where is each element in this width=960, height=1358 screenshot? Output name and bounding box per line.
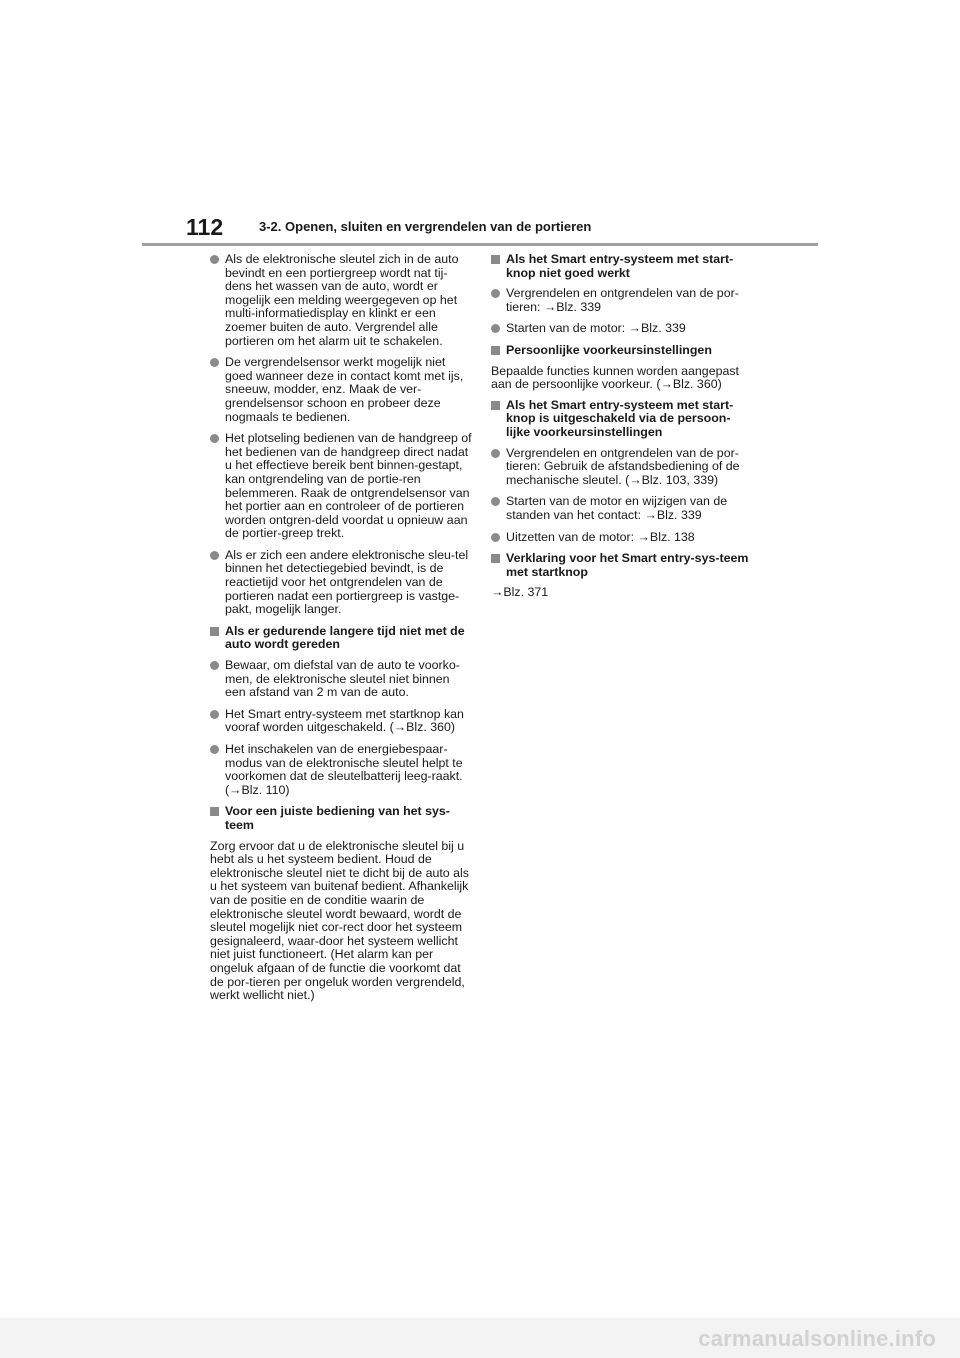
section-heading (491, 344, 751, 358)
bullet-text: Vergrendelen en ontgrendelen van de por-tieren: Gebruik de afstandsbediening of de mechanische sleutel. (→Blz. 103, 339) (506, 445, 740, 487)
bullet-item (491, 322, 751, 336)
section-heading (491, 552, 751, 579)
bullet-dot-icon (210, 745, 219, 754)
header-rule (142, 243, 818, 246)
bullet-text: Starten van de motor: →Blz. 339 (506, 321, 686, 336)
bullet-text: Starten van de motor en wijzigen van de standen van het contact: →Blz. 339 (506, 494, 728, 522)
bullet-item (210, 356, 472, 424)
heading-text: Voor een juiste bediening van het sys-teem (225, 804, 450, 832)
bullet-dot-icon (210, 661, 219, 670)
page-number: 112 (186, 214, 224, 240)
heading-square-icon (491, 401, 500, 410)
right-column (491, 253, 751, 607)
heading-text: Als er gedurende langere tijd niet met de auto wordt gereden (225, 623, 465, 652)
bullet-item (210, 253, 472, 348)
paragraph: Zorg ervoor dat u de elektronische sleutel bij u hebt als u het systeem bedient. Houd de elektronische sleutel niet te dicht bij de auto als u het systeem van buitenaf bedient. Afhankelijk van de positie en de conditie waarin de elektronische sleutel wordt bewaard, wordt de sleutel mogelijk niet cor-rect door het systeem gesignaleerd, waar-door het systeem wellicht niet juist functioneert. (Het alarm kan per ongeluk afgaan of de functie die voorkomt dat de por-tieren per ongeluk worden vergrendeld, werkt wellicht niet.) (210, 838, 469, 1003)
heading-square-icon (210, 807, 219, 816)
bullet-item (210, 549, 472, 617)
bullet-dot-icon (210, 551, 219, 560)
section-heading (491, 253, 751, 280)
heading-text: Als het Smart entry-systeem met start-knop is uitgeschakeld via de persoon-lijke voorkeursinstellingen (506, 397, 734, 439)
footer-watermark (0, 1318, 960, 1358)
bullet-text: Bewaar, om diefstal van de auto te voorko-men, de elektronische sleutel niet binnen een afstand van 2 m van de auto. (225, 658, 460, 700)
bullet-dot-icon (210, 358, 219, 367)
bullet-item (491, 287, 751, 314)
section-heading (210, 805, 472, 832)
bullet-text: De vergrendelsensor werkt mogelijk niet goed wanneer deze in contact komt met ijs, sneeuw, modder, enz. Maak de ver-grendelsensor schoon en probeer deze nogmaals te bedienen. (225, 355, 464, 424)
bullet-dot-icon (210, 434, 219, 443)
paragraph: →Blz. 371 (491, 585, 549, 600)
bullet-item (210, 743, 472, 797)
bullet-text: Het inschakelen van de energiebespaar-modus van de elektronische sleutel helpt te voorkomen dat de sleutelbatterij leeg-raakt. (→Blz. 110) (225, 742, 463, 797)
bullet-dot-icon (491, 449, 500, 458)
bullet-dot-icon (210, 710, 219, 719)
left-column (210, 253, 472, 1010)
bullet-text: Het Smart entry-systeem met startknop kan vooraf worden uitgeschakeld. (→Blz. 360) (225, 706, 464, 735)
bullet-dot-icon (491, 324, 500, 333)
heading-square-icon (491, 255, 500, 264)
bullet-item (210, 432, 472, 541)
bullet-dot-icon (491, 289, 500, 298)
bullet-text: Als de elektronische sleutel zich in de auto bevindt en een portiergreep wordt nat tij-dens het wassen van de auto, wordt er mogelijk een melding weergegeven op het multi-informatiedisplay en klinkt er een zoemer buiten de auto. Vergrendel alle portieren om het alarm uit te schakelen. (225, 252, 459, 348)
bullet-dot-icon (491, 533, 500, 542)
bullet-text: Vergrendelen en ontgrendelen van de por-tieren: →Blz. 339 (506, 286, 739, 314)
bullet-text: Als er zich een andere elektronische sleu-tel binnen het detectiegebied bevindt, is de reactietijd voor het ontgrendelen van de portieren nadat een portiergreep is vastge-pakt, mogelijk langer. (225, 547, 469, 617)
section-heading (210, 625, 472, 652)
heading-square-icon (491, 346, 500, 355)
heading-text: Als het Smart entry-systeem met start-knop niet goed werkt (506, 252, 734, 280)
section-heading (491, 399, 751, 440)
chapter-title: 3-2. Openen, sluiten en vergrendelen van de portieren (259, 219, 592, 234)
paragraph: Bepaalde functies kunnen worden aangepast aan de persoonlijke voorkeur. (→Blz. 360) (491, 363, 740, 392)
bullet-item (491, 531, 751, 545)
heading-text: Persoonlijke voorkeursinstellingen (506, 342, 712, 357)
heading-square-icon (491, 554, 500, 563)
heading-square-icon (210, 627, 219, 636)
bullet-item (210, 659, 472, 700)
heading-text: Verklaring voor het Smart entry-sys-teem met startknop (506, 551, 749, 579)
watermark-text: carmanualsonline.info (698, 1326, 936, 1351)
bullet-item (210, 708, 472, 735)
bullet-dot-icon (491, 497, 500, 506)
bullet-dot-icon (210, 255, 219, 264)
bullet-text: Het plotseling bedienen van de handgreep of het bedienen van de handgreep direct nadat u het effectieve bereik bent binnen-gestapt, kan ontgrendeling van de portie-ren belemmeren. Raak de ontgrendelsensor van het portier aan en controleer of de portieren worden ontgren-deld voordat u opnieuw aan de portier-greep trekt. (225, 431, 472, 541)
bullet-text: Uitzetten van de motor: →Blz. 138 (506, 529, 695, 544)
bullet-item (491, 447, 751, 488)
bullet-item (491, 495, 751, 522)
